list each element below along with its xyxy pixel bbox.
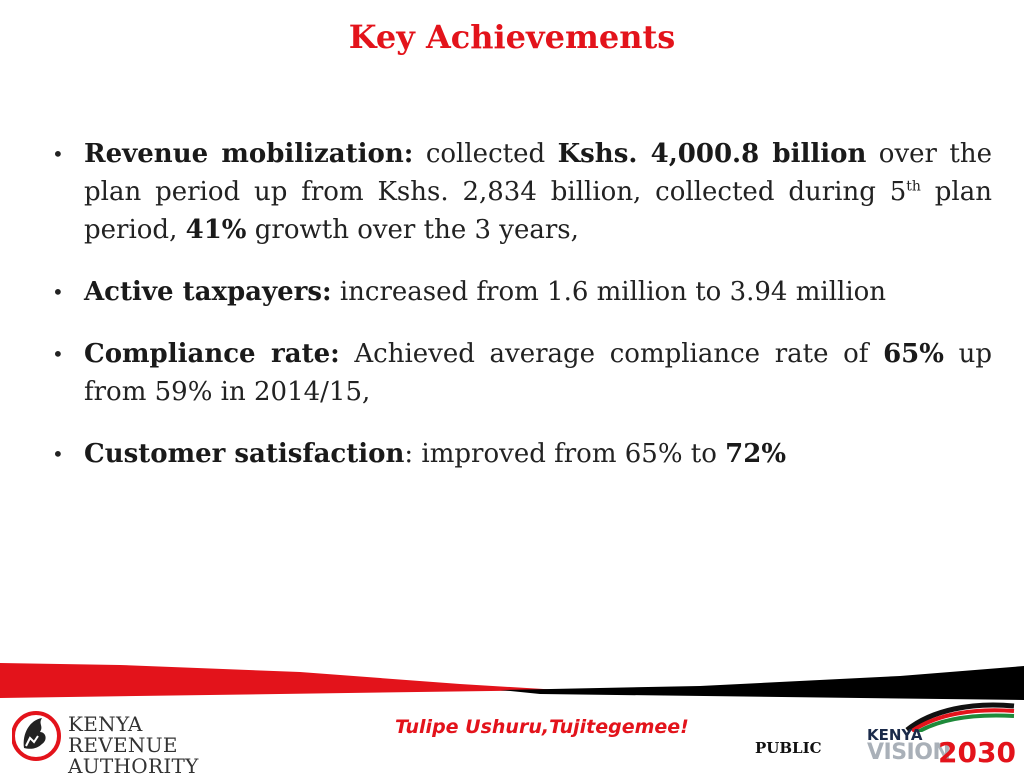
- black-band: [500, 666, 1024, 700]
- bullet-text: over the plan period up from Kshs. 2,834 billion, collected during 5: [84, 139, 992, 207]
- lion-logo-icon: [12, 708, 62, 763]
- vision-2030-logo: [862, 700, 1020, 768]
- bullet-bold-text: 72%: [725, 439, 787, 469]
- bullet-dot-icon: •: [52, 280, 64, 304]
- bullet-item: [52, 135, 992, 249]
- bullet-bold-text: 41%: [185, 215, 247, 245]
- kra-logo: [12, 708, 252, 778]
- vision-word: VISION: [867, 740, 951, 765]
- classification-label: PUBLIC: [755, 739, 822, 757]
- bullet-dot-icon: •: [52, 342, 64, 366]
- bullet-item: [52, 273, 992, 311]
- bullet-text: up from 59% in 2014/15,: [84, 339, 992, 407]
- kra-name-line1: KENYA REVENUE: [68, 712, 178, 757]
- bullet-text: th: [906, 178, 921, 195]
- bullet-item: [52, 335, 992, 411]
- bullet-bold-text: Revenue mobilization:: [84, 139, 414, 169]
- slogan: Tulipe Ushuru,Tujitegemee!: [395, 716, 689, 738]
- bullet-bold-text: Compliance rate:: [84, 339, 340, 369]
- vision-kenya-text: KENYA: [867, 726, 923, 744]
- vision-year: 2030: [938, 736, 1016, 769]
- bullet-text: : improved from 65% to: [404, 439, 726, 469]
- bullet-text: Achieved average compliance rate of: [339, 339, 884, 369]
- bullet-bold-text: Kshs. 4,000.8 billion: [557, 139, 867, 169]
- bullet-dot-icon: •: [52, 142, 64, 166]
- kra-name-line2: AUTHORITY: [68, 754, 199, 778]
- bullet-text: collected: [413, 139, 558, 169]
- bullet-bold-text: Active taxpayers:: [84, 277, 332, 307]
- bullet-text: growth over the 3 years,: [246, 215, 579, 245]
- bullet-bold-text: Customer satisfaction: [84, 439, 405, 469]
- bullet-dot-icon: •: [52, 442, 64, 466]
- achievements-list: [52, 135, 992, 497]
- footer-color-band: [0, 660, 1024, 705]
- bullet-text: plan period,: [84, 177, 992, 245]
- bullet-text: increased from 1.6 million to 3.94 million: [331, 277, 887, 307]
- red-band: [0, 663, 560, 698]
- page-title: Key Achievements: [348, 18, 676, 56]
- bullet-item: [52, 435, 992, 473]
- bullet-bold-text: 65%: [883, 339, 944, 369]
